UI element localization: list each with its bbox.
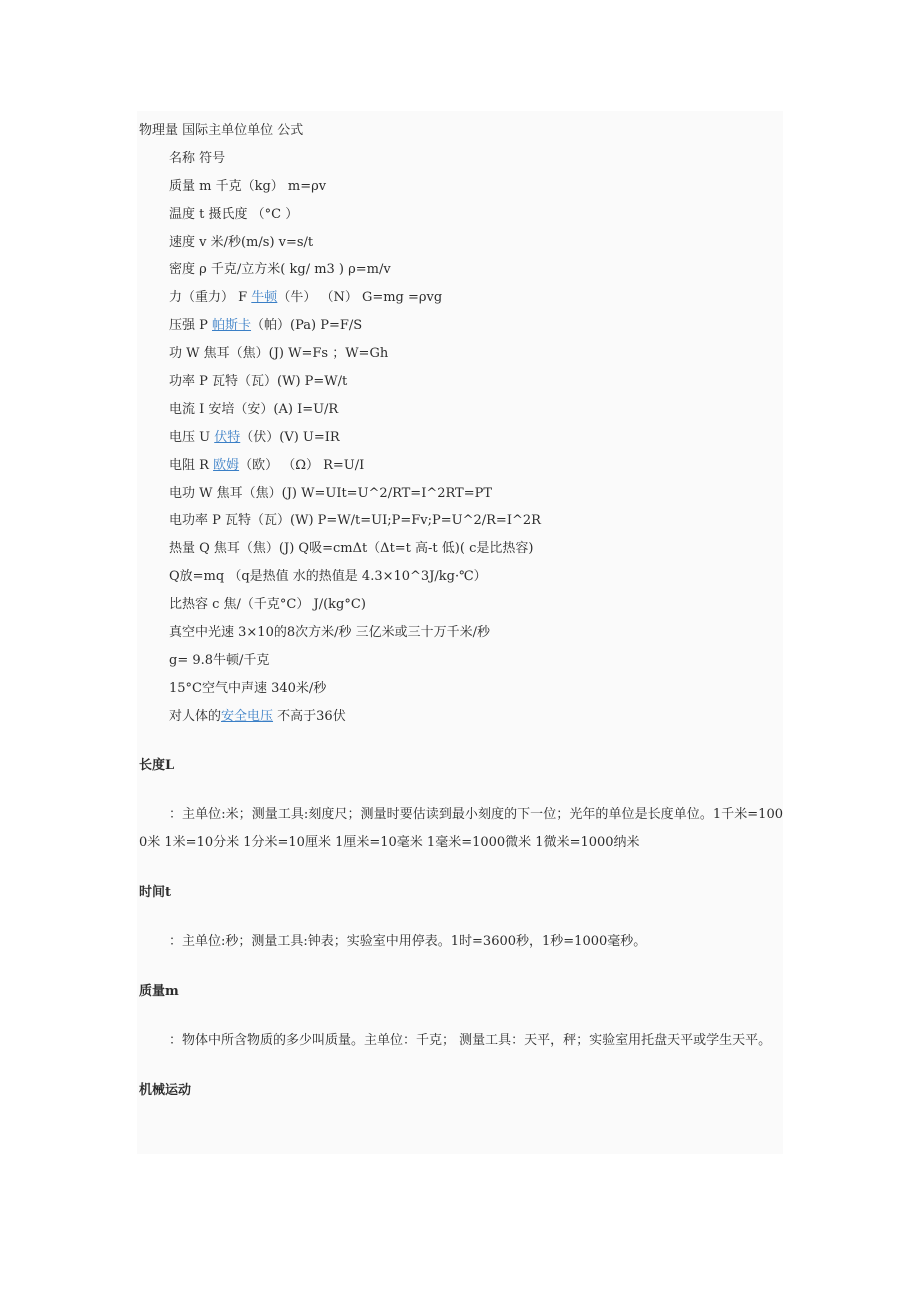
force-text-before: 力（重力） F <box>169 290 252 306</box>
pressure-text-before: 压强 P <box>169 318 213 334</box>
table-row-density: 密度 ρ 千克/立方米( kg/ m3 ) ρ=m/v <box>169 262 391 278</box>
section-heading-mechanical-motion: 机械运动 <box>139 1082 192 1098</box>
pascal-link[interactable]: 帕斯卡 <box>212 318 252 334</box>
section-heading-mass: 质量m <box>139 983 179 999</box>
ohm-link[interactable]: 欧姆 <box>213 457 240 473</box>
table-row-specific-heat: 比热容 c 焦/（千克°C） J/(kg°C) <box>169 597 366 613</box>
section-body-time: ：主单位:秒；测量工具:钟表；实验室中用停表。1时=3600秒，1秒=1000毫秒。 <box>169 934 647 950</box>
table-row-mass: 质量 m 千克（kg） m=ρv <box>169 178 327 194</box>
table-row-sound-speed: 15°C空气中声速 340米/秒 <box>169 680 327 696</box>
table-row-heat-release: Q放=mq （q是热值 水的热值是 4.3×10^3J/kg·℃） <box>169 569 487 585</box>
table-row-work: 功 W 焦耳（焦）(J) W=Fs ；W=Gh <box>169 346 389 362</box>
table-row-current: 电流 I 安培（安）(A) I=U/R <box>169 401 339 417</box>
safety-text-after: 不高于36伏 <box>273 708 346 724</box>
newton-link[interactable]: 牛顿 <box>251 290 278 306</box>
document-content <box>139 117 783 1105</box>
table-row-safety-voltage <box>139 703 783 731</box>
section-heading-length: 长度L <box>139 758 175 774</box>
table-header-line: 物理量 国际主单位单位 公式 <box>139 123 304 138</box>
safety-voltage-link[interactable]: 安全电压 <box>221 708 274 724</box>
section-body-length: ：主单位:米；测量工具:刻度尺；测量时要估读到最小刻度的下一位；光年的单位是长度单位。1千米=1000米 1米=10分米 1分米=10厘米 1厘米=10毫米 1毫米=1000微米 1微米=1000纳米 <box>139 807 783 851</box>
section-body-mass: ：物体中所含物质的多少叫质量。主单位：千克； 测量工具：天平，秤；实验室用托盘天平或学生天平。 <box>169 1033 772 1049</box>
pressure-text-after: （帕）(Pa) P=F/S <box>251 318 363 334</box>
table-row-light-speed: 真空中光速 3×10的8次方米/秒 三亿米或三十万千米/秒 <box>169 625 491 641</box>
table-row-gravity: g= 9.8牛顿/千克 <box>169 652 270 668</box>
table-row-electric-power: 电功率 P 瓦特（瓦）(W) P=W/t=UI;P=Fv;P=U^2/R=I^2R <box>169 513 541 529</box>
volt-link[interactable]: 伏特 <box>214 429 241 445</box>
table-row-voltage <box>139 424 783 452</box>
table-row-speed: 速度 v 米/秒(m/s) v=s/t <box>169 234 314 250</box>
table-row-temperature: 温度 t 摄氏度 （°C ） <box>169 206 299 222</box>
table-row-power: 功率 P 瓦特（瓦）(W) P=W/t <box>169 374 348 390</box>
table-row-resistance <box>139 452 783 480</box>
table-subheader-line: 名称 符号 <box>169 150 226 166</box>
table-row-heat: 热量 Q 焦耳（焦）(J) Q吸=cmΔt（Δt=t 高-t 低)( c是比热容) <box>169 541 534 557</box>
voltage-text-before: 电压 U <box>169 429 215 445</box>
resistance-text-before: 电阻 R <box>169 457 214 473</box>
voltage-text-after: （伏）(V) U=IR <box>240 429 340 445</box>
table-row-pressure <box>139 312 783 340</box>
section-heading-time: 时间t <box>139 884 172 900</box>
table-row-electric-work: 电功 W 焦耳（焦）(J) W=UIt=U^2/RT=I^2RT=PT <box>169 485 493 501</box>
safety-text-before: 对人体的 <box>169 708 222 724</box>
resistance-text-after: （欧） （Ω） R=U/I <box>239 457 365 473</box>
force-text-after: （牛） （N） G=mg =ρvg <box>277 290 443 306</box>
table-row-force <box>139 284 783 312</box>
